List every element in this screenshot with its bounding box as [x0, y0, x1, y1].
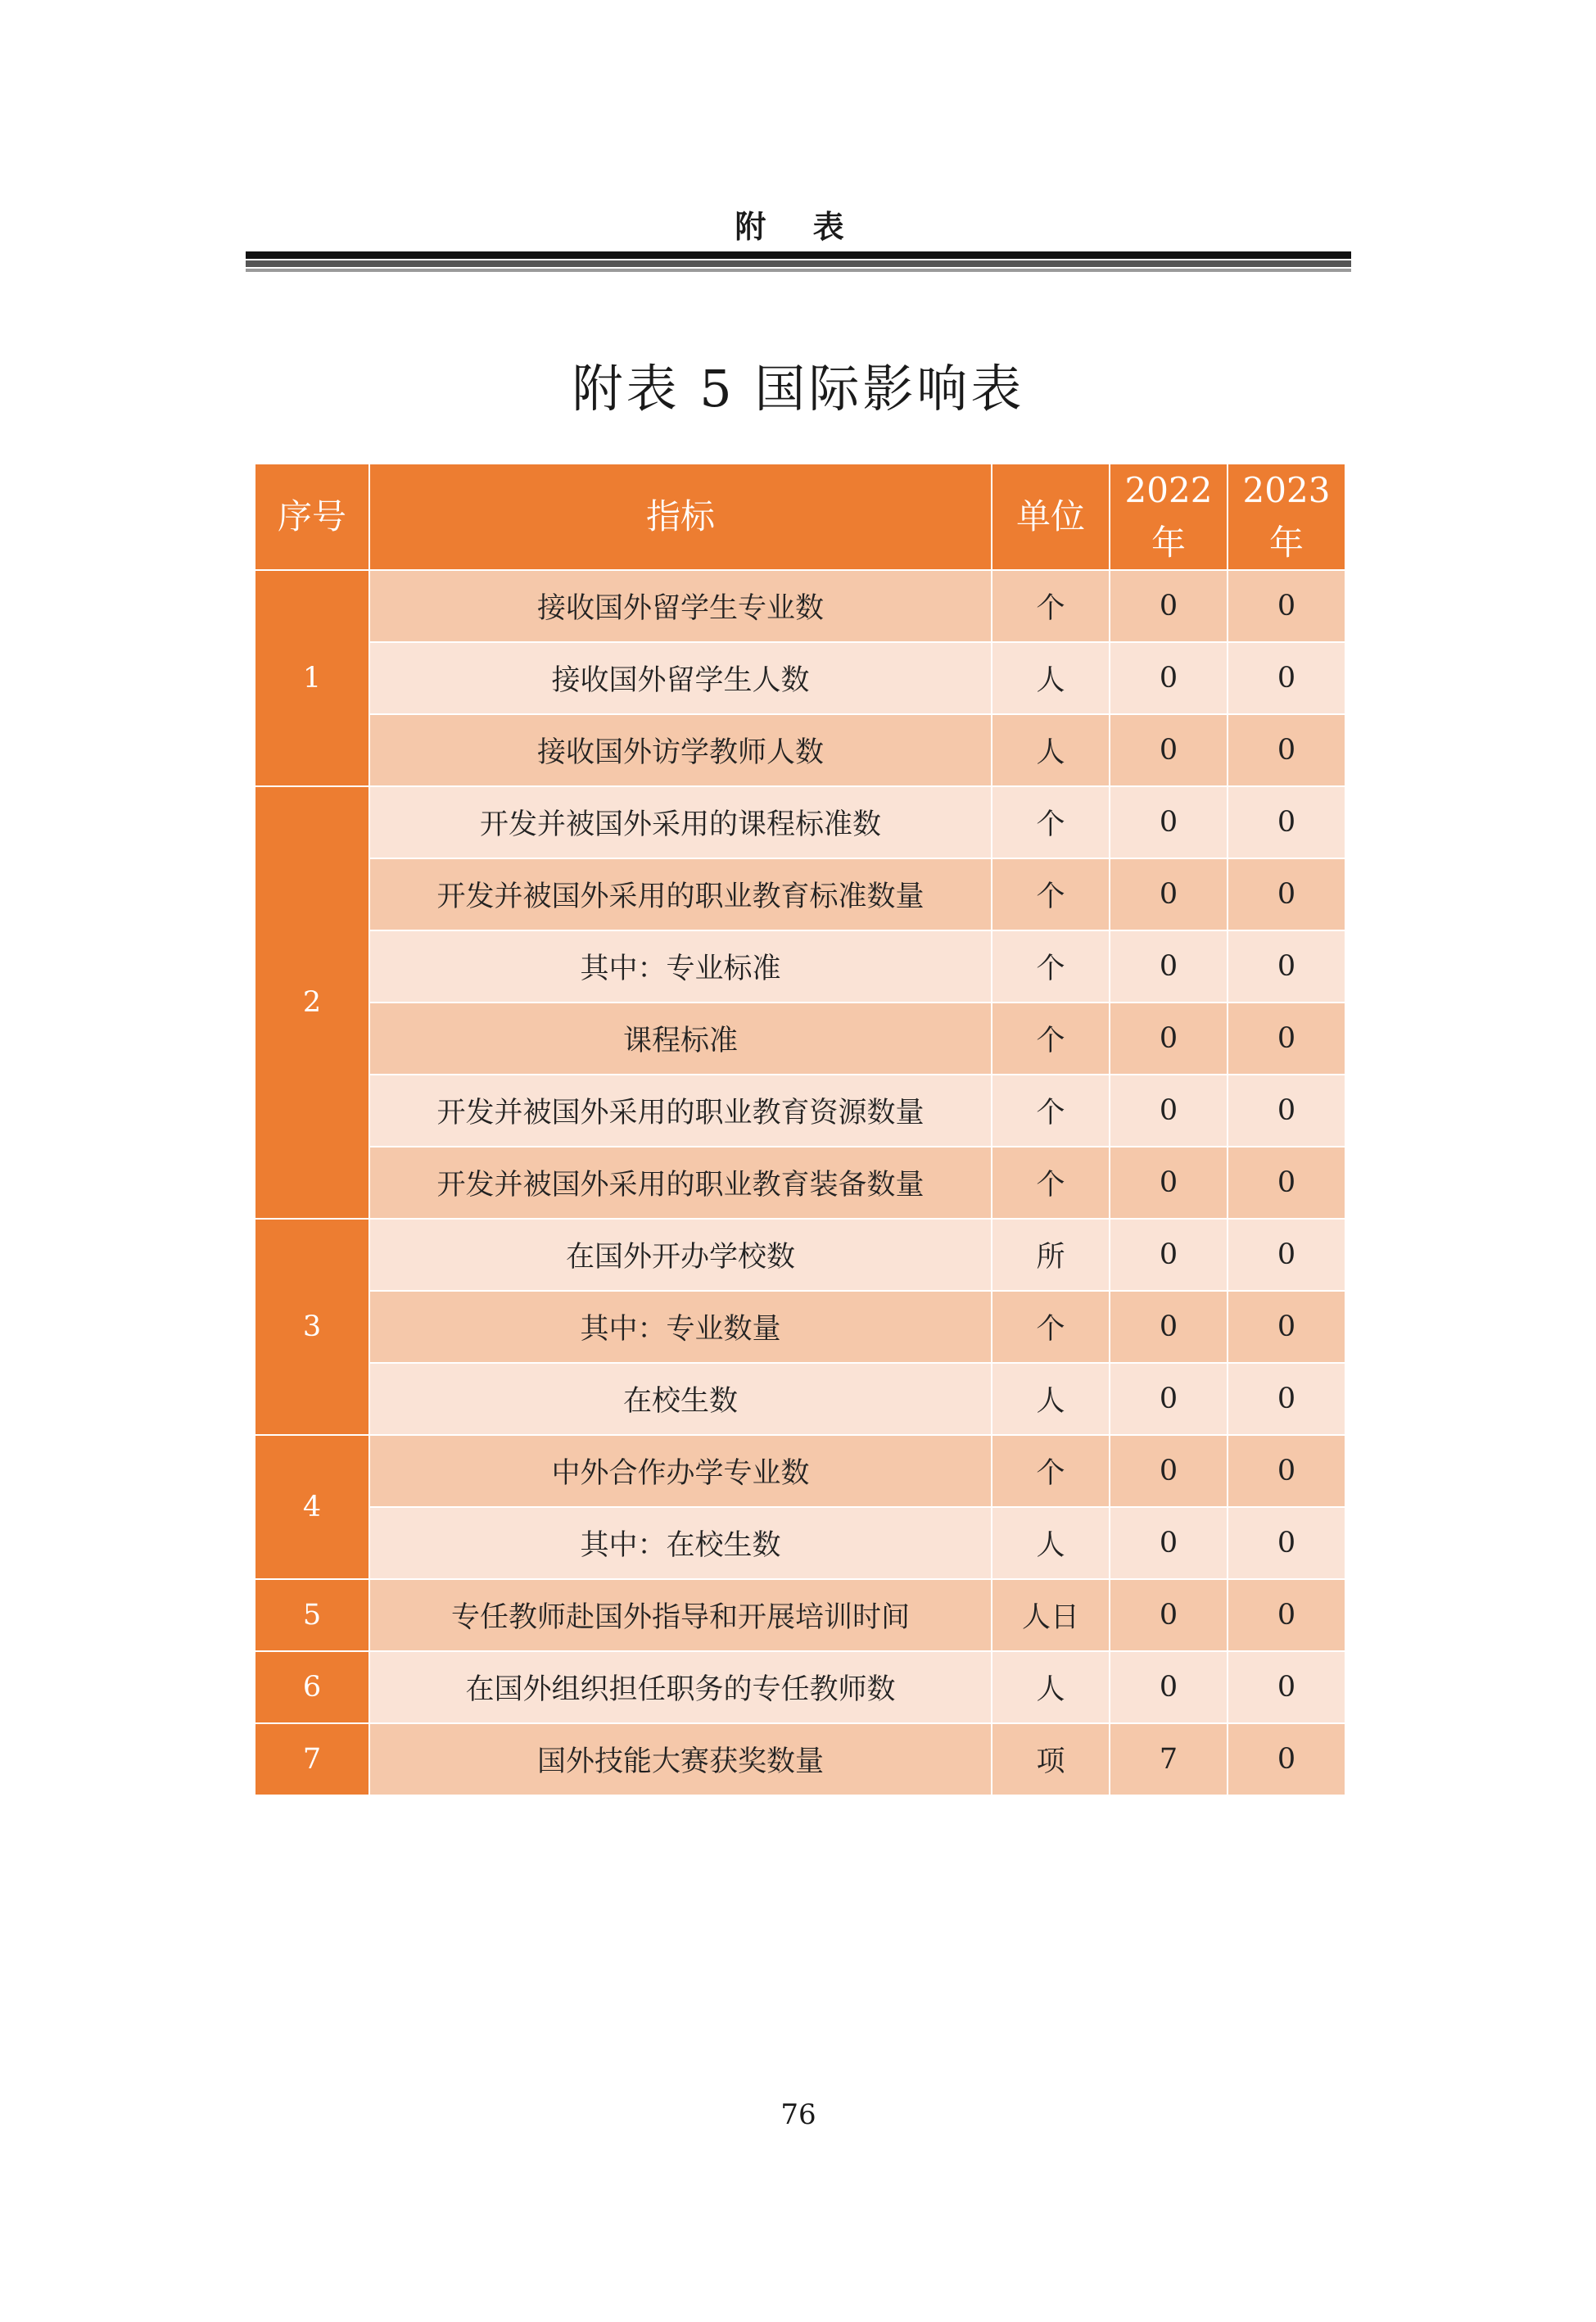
row-value-2023: 0: [1228, 1003, 1345, 1075]
row-value-2022: 0: [1110, 1219, 1228, 1291]
table-row: [255, 786, 1345, 858]
row-unit: 个: [992, 1003, 1110, 1075]
column-header-2023: 2023 年: [1228, 464, 1345, 570]
row-value-2022: 0: [1110, 1003, 1228, 1075]
row-value-2023: 0: [1228, 786, 1345, 858]
row-value-2023: 0: [1228, 1723, 1345, 1795]
table-header-row: [255, 464, 1345, 570]
row-value-2022: 0: [1110, 1507, 1228, 1579]
row-value-2023: 0: [1228, 1291, 1345, 1363]
row-value-2022: 0: [1110, 1363, 1228, 1435]
row-value-2022: 0: [1110, 1579, 1228, 1651]
column-header-indicator: 指标: [369, 464, 992, 570]
row-value-2023: 0: [1228, 1075, 1345, 1147]
table-row: [255, 1291, 1345, 1363]
row-indicator: 其中：专业数量: [369, 1291, 992, 1363]
table-row: [255, 1147, 1345, 1219]
row-unit: 个: [992, 1435, 1110, 1507]
row-seq: 1: [255, 570, 369, 786]
international-impact-table: [254, 463, 1346, 1796]
row-value-2022: 0: [1110, 1651, 1228, 1723]
row-seq: 5: [255, 1579, 369, 1651]
row-unit: 个: [992, 858, 1110, 930]
table-row: [255, 1075, 1345, 1147]
running-head: 附 表: [735, 209, 862, 245]
table-row: [255, 1219, 1345, 1291]
row-unit: 人: [992, 642, 1110, 714]
row-indicator: 其中：专业标准: [369, 930, 992, 1003]
row-value-2023: 0: [1228, 1435, 1345, 1507]
row-seq: 7: [255, 1723, 369, 1795]
row-value-2022: 0: [1110, 1435, 1228, 1507]
row-value-2022: 0: [1110, 930, 1228, 1003]
table-row: [255, 1507, 1345, 1579]
row-unit: 个: [992, 930, 1110, 1003]
row-value-2023: 0: [1228, 1579, 1345, 1651]
table-row: [255, 1363, 1345, 1435]
row-seq: 3: [255, 1219, 369, 1435]
table-row: [255, 858, 1345, 930]
row-value-2022: 7: [1110, 1723, 1228, 1795]
row-value-2023: 0: [1228, 1363, 1345, 1435]
row-indicator: 开发并被国外采用的职业教育标准数量: [369, 858, 992, 930]
row-indicator: 在国外开办学校数: [369, 1219, 992, 1291]
table-row: [255, 1579, 1345, 1651]
row-indicator: 在校生数: [369, 1363, 992, 1435]
row-value-2023: 0: [1228, 858, 1345, 930]
table-row: [255, 1435, 1345, 1507]
header-rule-thick: [246, 251, 1351, 259]
table-row: [255, 1003, 1345, 1075]
row-value-2022: 0: [1110, 642, 1228, 714]
page-title: 附表 5 国际影响表: [572, 359, 1025, 419]
column-header-seq: 序号: [255, 464, 369, 570]
row-indicator: 其中：在校生数: [369, 1507, 992, 1579]
row-indicator: 专任教师赴国外指导和开展培训时间: [369, 1579, 992, 1651]
row-seq: 2: [255, 786, 369, 1219]
row-indicator: 开发并被国外采用的职业教育装备数量: [369, 1147, 992, 1219]
table-row: [255, 1651, 1345, 1723]
column-header-2022: 2022 年: [1110, 464, 1228, 570]
row-unit: 人日: [992, 1579, 1110, 1651]
row-value-2023: 0: [1228, 1147, 1345, 1219]
table-row: [255, 642, 1345, 714]
table-row: [255, 570, 1345, 642]
row-unit: 所: [992, 1219, 1110, 1291]
header-rule-thin: [246, 269, 1351, 272]
row-value-2022: 0: [1110, 1075, 1228, 1147]
row-value-2023: 0: [1228, 1507, 1345, 1579]
row-value-2022: 0: [1110, 570, 1228, 642]
row-value-2022: 0: [1110, 786, 1228, 858]
row-seq: 6: [255, 1651, 369, 1723]
table-row: [255, 714, 1345, 786]
row-value-2022: 0: [1110, 1291, 1228, 1363]
row-value-2022: 0: [1110, 1147, 1228, 1219]
row-value-2023: 0: [1228, 1651, 1345, 1723]
row-indicator: 开发并被国外采用的课程标准数: [369, 786, 992, 858]
row-indicator: 接收国外留学生专业数: [369, 570, 992, 642]
row-value-2023: 0: [1228, 930, 1345, 1003]
row-indicator: 在国外组织担任职务的专任教师数: [369, 1651, 992, 1723]
row-value-2023: 0: [1228, 1219, 1345, 1291]
row-indicator: 国外技能大赛获奖数量: [369, 1723, 992, 1795]
row-unit: 个: [992, 570, 1110, 642]
row-indicator: 接收国外留学生人数: [369, 642, 992, 714]
row-unit: 个: [992, 1291, 1110, 1363]
row-indicator: 开发并被国外采用的职业教育资源数量: [369, 1075, 992, 1147]
row-value-2023: 0: [1228, 714, 1345, 786]
page-number: 76: [780, 2098, 816, 2131]
row-indicator: 中外合作办学专业数: [369, 1435, 992, 1507]
column-header-unit: 单位: [992, 464, 1110, 570]
row-indicator: 接收国外访学教师人数: [369, 714, 992, 786]
row-unit: 人: [992, 1363, 1110, 1435]
row-value-2022: 0: [1110, 714, 1228, 786]
row-unit: 个: [992, 786, 1110, 858]
row-unit: 人: [992, 1507, 1110, 1579]
row-unit: 个: [992, 1075, 1110, 1147]
row-value-2022: 0: [1110, 858, 1228, 930]
row-unit: 个: [992, 1147, 1110, 1219]
header-rule-mid: [246, 260, 1351, 267]
table-row: [255, 930, 1345, 1003]
row-unit: 项: [992, 1723, 1110, 1795]
row-seq: 4: [255, 1435, 369, 1579]
row-indicator: 课程标准: [369, 1003, 992, 1075]
row-unit: 人: [992, 1651, 1110, 1723]
row-unit: 人: [992, 714, 1110, 786]
table-row: [255, 1723, 1345, 1795]
row-value-2023: 0: [1228, 642, 1345, 714]
row-value-2023: 0: [1228, 570, 1345, 642]
